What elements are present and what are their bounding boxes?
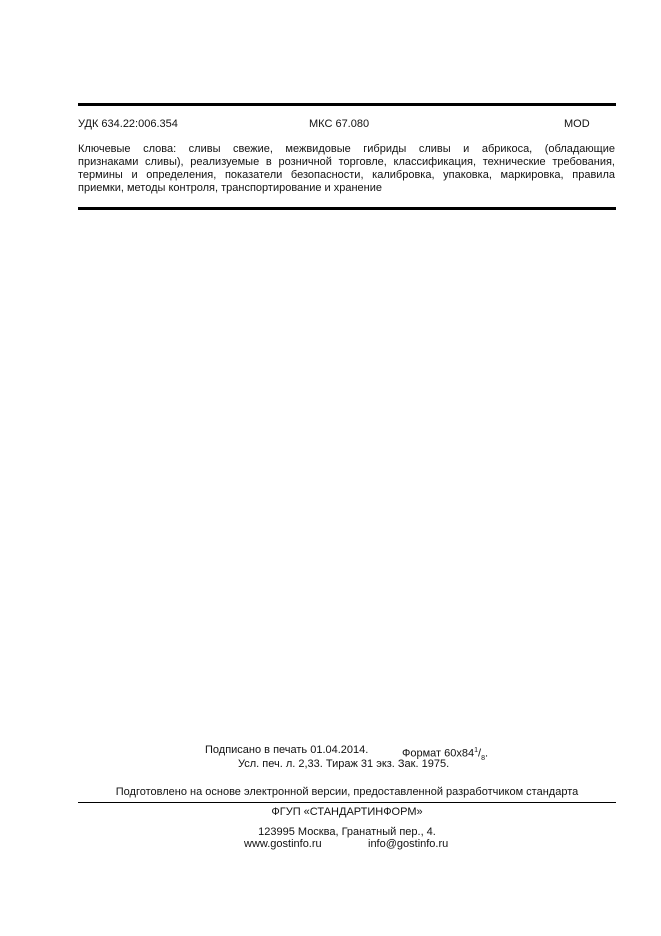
mks-code: МКС 67.080 (309, 118, 370, 130)
keywords-paragraph (78, 143, 615, 195)
keywords-line: приемки, методы контроля, транспортирование и хранение (78, 182, 383, 194)
format-sub: 8 (481, 754, 485, 762)
top-rule (78, 103, 616, 106)
publisher-name: ФГУП «СТАНДАРТИНФОРМ» (271, 806, 423, 818)
publisher-website[interactable]: www.gostinfo.ru (244, 838, 322, 850)
keywords-line: термины и определения, показатели безопасности, калибровка, упаковка, маркировка, правила (78, 169, 615, 181)
publisher-address: 123995 Москва, Гранатный пер., 4. (258, 826, 436, 838)
signed-date: Подписано в печать 01.04.2014. (205, 744, 369, 756)
format-end: . (484, 747, 489, 760)
publisher-email[interactable]: info@gostinfo.ru (368, 838, 449, 850)
keywords-line: Ключевые слова: сливы свежие, межвидовые гибриды сливы и абрикоса, (обладающие (78, 143, 615, 155)
keywords-line: признаками сливы), реализуемые в розничной торговле, классификация, технические требования, (78, 156, 615, 168)
format-sup: 1 (474, 747, 479, 754)
mod-label: MOD (564, 118, 590, 130)
print-info: Усл. печ. л. 2,33. Тираж 31 экз. Зак. 1975. (238, 758, 450, 770)
keywords-bottom-rule (78, 207, 616, 210)
publisher-rule (78, 802, 616, 803)
format-label: Формат 60x84 (402, 747, 475, 760)
prepared-note: Подготовлено на основе электронной версии, предоставленной разработчиком стандарта (115, 786, 579, 798)
format-info: Формат $60x84^1/_8$. (402, 747, 489, 762)
udk-code: УДК 634.22:006.354 (78, 118, 178, 130)
